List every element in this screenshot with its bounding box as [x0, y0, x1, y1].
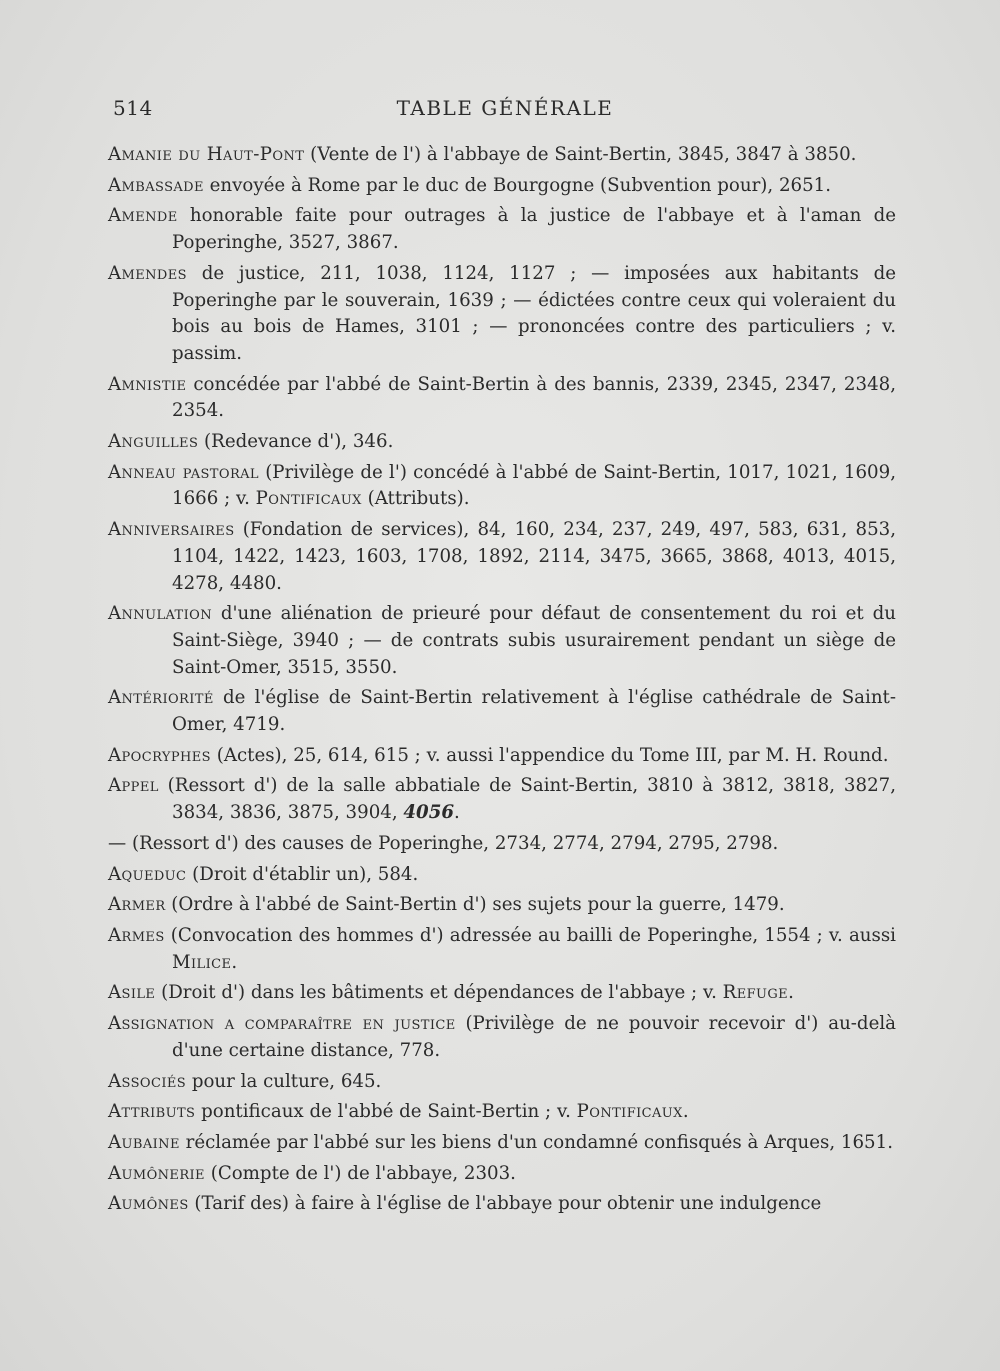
- entry-text: (Convocation des hommes d') adressée au bailli de Poperinghe, 1554 ; v. aussi: [164, 924, 896, 946]
- entry-heading: Asile: [108, 982, 156, 1004]
- entry-heading: Amnistie: [108, 373, 187, 395]
- index-entry: [106, 743, 896, 770]
- entry-heading: Ambassade: [108, 174, 204, 196]
- entry-heading: Aqueduc: [108, 863, 187, 885]
- entry-text: d'une aliénation de prieuré pour défaut de consentement du roi et du Saint-Siège, 3940 ; — de contrats subis usurairement pendant un siège de Saint-Omer, 3515, 3550.: [172, 603, 896, 678]
- entry-text: (Vente de l') à l'abbaye de Saint-Bertin, 3845, 3847 à 3850.: [304, 144, 857, 165]
- entry-heading: Attributs: [108, 1101, 196, 1123]
- index-entry: [106, 1191, 896, 1218]
- index-entry: [106, 862, 896, 889]
- entry-heading: Anguilles: [108, 431, 199, 453]
- entry-heading: Amanie du Haut-Pont: [108, 144, 305, 165]
- entry-text: .: [682, 1101, 689, 1123]
- index-entry: [106, 1099, 896, 1126]
- index-entry: [106, 173, 896, 200]
- entry-text: (Compte de l') de l'abbaye, 2303.: [204, 1162, 516, 1184]
- entry-text: .: [454, 802, 460, 824]
- entry-text: (Privilège de l') concédé à l'abbé de Saint-Bertin, 1017, 1021, 1609, 1666 ; v.: [172, 461, 896, 510]
- entry-text: .: [231, 951, 238, 973]
- entry-text: .: [788, 982, 794, 1004]
- entry-heading: Assignation a comparaître en justice: [108, 1013, 456, 1035]
- entry-text: (Ressort d') des causes de Poperinghe, 2734, 2774, 2794, 2795, 2798.: [126, 832, 779, 854]
- entry-text: (Actes), 25, 614, 615 ; v. aussi l'appendice du Tome III, par M. H. Round.: [210, 744, 889, 766]
- entry-heading: Annulation: [108, 603, 212, 625]
- entry-dash: —: [108, 832, 127, 854]
- entry-text: pontificaux de l'abbé de Saint-Bertin ; v.: [195, 1101, 577, 1123]
- entry-text: (Ressort d') de la salle abbatiale de Saint-Bertin, 3810 à 3812, 3818, 3827, 3834, 3836, 3875, 3904,: [158, 775, 896, 824]
- index-entry: [106, 372, 896, 425]
- index-entry: [106, 1069, 896, 1096]
- index-entry: [106, 460, 896, 513]
- entry-text: de l'église de Saint-Bertin relativement à l'église cathédrale de Saint-Omer, 4719.: [172, 687, 896, 736]
- index-entry: [106, 261, 896, 368]
- entry-text: réclamée par l'abbé sur les biens d'un condamné confisqués à Arques, 1651.: [179, 1131, 893, 1153]
- entry-text: concédée par l'abbé de Saint-Bertin à des bannis, 2339, 2345, 2347, 2348, 2354.: [172, 373, 896, 422]
- entry-heading: Aumônes: [108, 1193, 189, 1215]
- entry-text: (Droit d') dans les bâtiments et dépendances de l'abbaye ; v.: [155, 982, 723, 1004]
- cross-reference: Refuge: [722, 982, 789, 1004]
- entry-text: (Fondation de services), 84, 160, 234, 237, 249, 497, 583, 631, 853, 1104, 1422, 1423, 1603, 1708, 1892, 2114, 3475, 3665, 3868, 4013, 4015, 4278, 4480.: [172, 519, 896, 594]
- entry-heading: Associés: [108, 1070, 187, 1092]
- index-entries: [106, 142, 896, 1222]
- index-entry: [106, 892, 896, 919]
- entry-heading: Armer: [108, 894, 166, 916]
- entry-text: (Redevance d'), 346.: [198, 431, 394, 453]
- index-entry: [106, 980, 896, 1007]
- index-entry: [106, 203, 896, 256]
- entry-heading: Antériorité: [108, 687, 214, 709]
- entry-heading: Appel: [108, 775, 159, 797]
- entry-heading: Apocryphes: [108, 744, 211, 766]
- cross-reference: Pontificaux: [576, 1101, 683, 1123]
- emphasized-number: 4056: [403, 802, 455, 824]
- index-entry: [106, 831, 896, 858]
- index-entry: [106, 1011, 896, 1064]
- entry-text: (Ordre à l'abbé de Saint-Bertin d') ses sujets pour la guerre, 1479.: [165, 894, 785, 916]
- entry-heading: Amende: [108, 205, 178, 227]
- cross-reference: Pontificaux: [255, 488, 362, 510]
- index-entry: [106, 1130, 896, 1157]
- entry-text: envoyée à Rome par le duc de Bourgogne (Subvention pour), 2651.: [203, 174, 832, 196]
- index-entry: [106, 601, 896, 681]
- entry-text: (Tarif des) à faire à l'église de l'abbaye pour obtenir une indulgence: [188, 1193, 822, 1215]
- page-header: [113, 96, 897, 126]
- entry-text: (Attributs).: [361, 488, 470, 510]
- entry-text: de justice, 211, 1038, 1124, 1127 ; — imposées aux habitants de Poperinghe par le souverain, 1639 ; — édictées contre ceux qui voleraient du bois au bois de Hames, 3101 ; — prononcées contre des particuliers ; v. passim.: [172, 262, 896, 364]
- index-entry: [106, 685, 896, 738]
- entry-heading: Aumônerie: [108, 1162, 205, 1184]
- page-number: 514: [113, 96, 153, 120]
- index-entry: [106, 517, 896, 597]
- index-entry: [106, 923, 896, 976]
- entry-heading: Anneau pastoral: [108, 461, 259, 483]
- cross-reference: Milice: [172, 951, 232, 973]
- index-entry: [106, 773, 896, 826]
- entry-heading: Amendes: [108, 262, 187, 284]
- index-entry: [106, 429, 896, 456]
- index-entry: [106, 142, 896, 169]
- entry-heading: Armes: [108, 924, 165, 946]
- entry-text: pour la culture, 645.: [186, 1070, 382, 1092]
- entry-heading: Anniversaires: [108, 519, 235, 541]
- index-entry: [106, 1161, 896, 1188]
- entry-text: (Privilège de ne pouvoir recevoir d') au-delà d'une certaine distance, 778.: [172, 1013, 896, 1061]
- entry-text: honorable faite pour outrages à la justice de l'abbaye et à l'aman de Poperinghe, 3527, 3867.: [172, 205, 896, 254]
- running-title: TABLE GÉNÉRALE: [396, 96, 614, 120]
- entry-text: (Droit d'établir un), 584.: [186, 863, 419, 885]
- entry-heading: Aubaine: [108, 1131, 180, 1153]
